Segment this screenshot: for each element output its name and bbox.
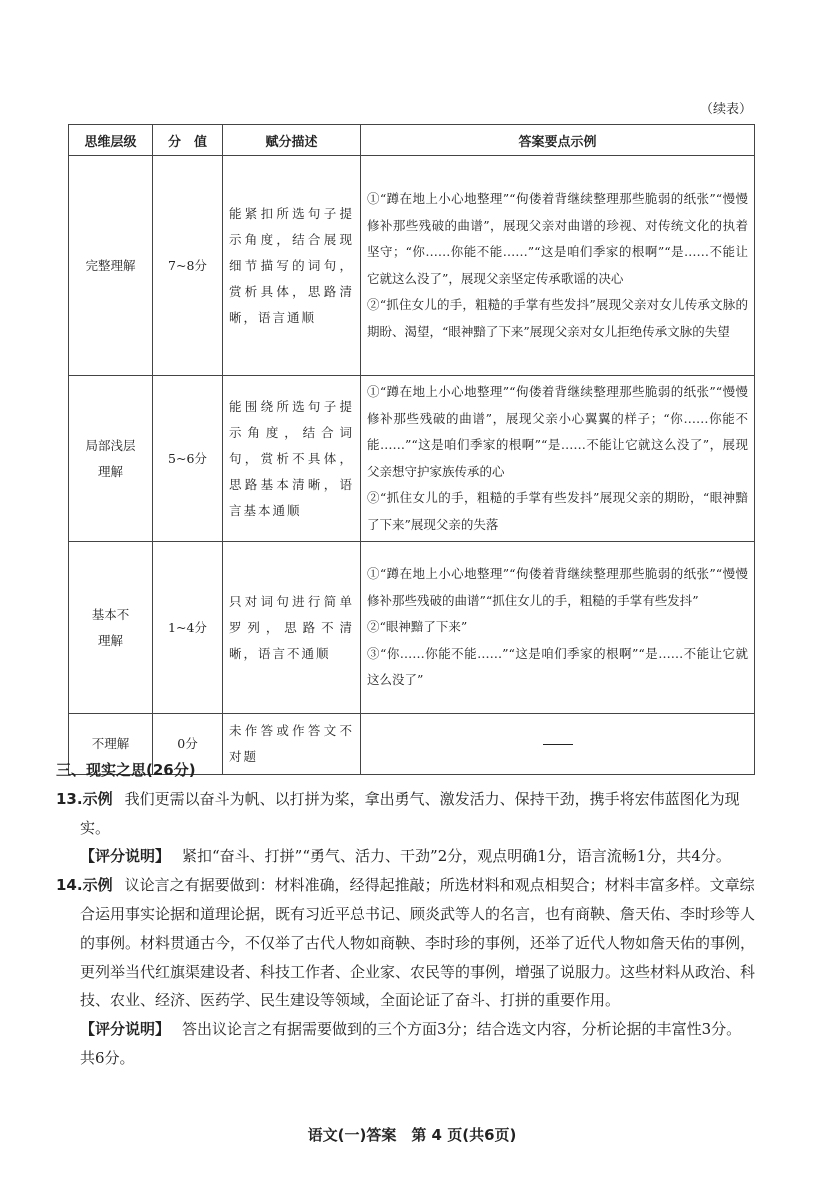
level-cell: 局部浅层理解 <box>69 376 153 542</box>
example-tag: 示例 <box>82 789 113 808</box>
score-cell: 0分 <box>153 714 223 775</box>
score-cell: 1~4分 <box>153 542 223 714</box>
level-cell: 基本不理解 <box>69 542 153 714</box>
note-label: 【评分说明】 <box>80 847 171 866</box>
desc-cell: 只对词句进行简单罗列，思路不清晰，语言不通顺 <box>223 542 361 714</box>
answer-point: ①“蹲在地上小心地整理”“佝偻着背继续整理那些脆弱的纸张”“慢慢修补那些残破的曲谱”“抓住女儿的手，粗糙的手掌有些发抖” <box>367 566 748 608</box>
table-row <box>69 156 755 376</box>
level-cell: 不理解 <box>69 714 153 775</box>
scoring-note <box>56 842 756 871</box>
header-cell: 答案要点示例 <box>361 125 755 156</box>
section-3 <box>56 756 756 1073</box>
header-cell: 思维层级 <box>69 125 153 156</box>
header-cell: 赋分描述 <box>223 125 361 156</box>
note-text: 紧扣“奋斗、打拼”“勇气、活力、干劲”2分，观点明确1分，语言流畅1分，共4分。 <box>182 847 731 866</box>
answer-point: ③“你……你能不能……”“这是咱们季家的根啊”“是……不能让它就这么没了” <box>367 645 748 688</box>
example-tag: 示例 <box>82 876 113 895</box>
table-row <box>69 542 755 714</box>
note-text: 答出议论言之有据需要做到的三个方面3分；结合选文内容，分析论据的丰富性3分。共6分。 <box>80 1020 742 1067</box>
question-number: 13. <box>56 789 83 808</box>
continued-label: （续表） <box>699 102 752 117</box>
scoring-table <box>68 124 755 775</box>
scoring-note <box>56 1015 756 1073</box>
answer-point: ②“抓住女儿的手，粗糙的手掌有些发抖”展现父亲的期盼，“眼神黯了下来”展现父亲的失落 <box>367 490 748 532</box>
question-14 <box>56 871 756 1015</box>
desc-cell: 能围绕所选句子提示角度，结合词句，赏析不具体，思路基本清晰，语言基本通顺 <box>223 376 361 542</box>
answer-point: ①“蹲在地上小心地整理”“佝偻着背继续整理那些脆弱的纸张”“慢慢修补那些残破的曲谱”，展现父亲小心翼翼的样子；“你……你能不能……”“这是咱们季家的根啊”“是……不能让它就这么没了”，展现父亲想守护家族传承的心 <box>367 384 748 479</box>
table-header <box>69 125 755 156</box>
answer-cell <box>361 156 755 376</box>
answer-point: ①“蹲在地上小心地整理”“佝偻着背继续整理那些脆弱的纸张”“慢慢修补那些残破的曲谱”，展现父亲对曲谱的珍视、对传统文化的执着坚守；“你……你能不能……”“这是咱们季家的根啊”“是……不能让它就这么没了”，展现父亲坚定传承歌谣的决心 <box>367 191 748 286</box>
page-footer: 语文(一)答案 第 4 页(共6页) <box>307 1126 517 1144</box>
score-cell: 5~6分 <box>153 376 223 542</box>
answer-text: 我们更需以奋斗为帆、以打拼为桨，拿出勇气、激发活力、保持干劲，携手将宏伟蓝图化为现实。 <box>80 789 740 837</box>
empty-dash <box>543 744 573 745</box>
level-cell: 完整理解 <box>69 156 153 376</box>
answer-cell <box>361 376 755 542</box>
note-label: 【评分说明】 <box>80 1020 171 1039</box>
answer-cell <box>361 542 755 714</box>
question-number: 14. <box>56 876 83 895</box>
desc-cell: 未作答或作答文不对题 <box>223 714 361 775</box>
answer-point: ②“抓住女儿的手，粗糙的手掌有些发抖”展现父亲对女儿传承文脉的期盼、渴望，“眼神黯了下来”展现父亲对女儿拒绝传承文脉的失望 <box>367 297 748 339</box>
question-13 <box>56 785 756 843</box>
table-row <box>69 376 755 542</box>
desc-cell: 能紧扣所选句子提示角度，结合展现细节描写的词句，赏析具体，思路清晰，语言通顺 <box>223 156 361 376</box>
score-cell: 7~8分 <box>153 156 223 376</box>
answer-point: ②“眼神黯了下来” <box>367 619 468 635</box>
header-cell: 分 值 <box>153 125 223 156</box>
answer-text: 议论言之有据要做到：材料准确，经得起推敲；所选材料和观点相契合；材料丰富多样。文章综合运用事实论据和道理论据，既有习近平总书记、顾炎武等人的名言，也有商鞅、詹天佑、李时珍等人的事例。材料贯通古今，不仅举了古代人物如商鞅、李时珍的事例，还举了近代人物如詹天佑的事例，更列举当代红旗渠建设者、科技工作者、企业家、农民等的事例，增强了说服力。这些材料从政治、科技、农业、经济、医药学、民生建设等领域，全面论证了奋斗、打拼的重要作用。 <box>80 876 756 1010</box>
section-title: 三、现实之思(26分) <box>56 761 196 779</box>
